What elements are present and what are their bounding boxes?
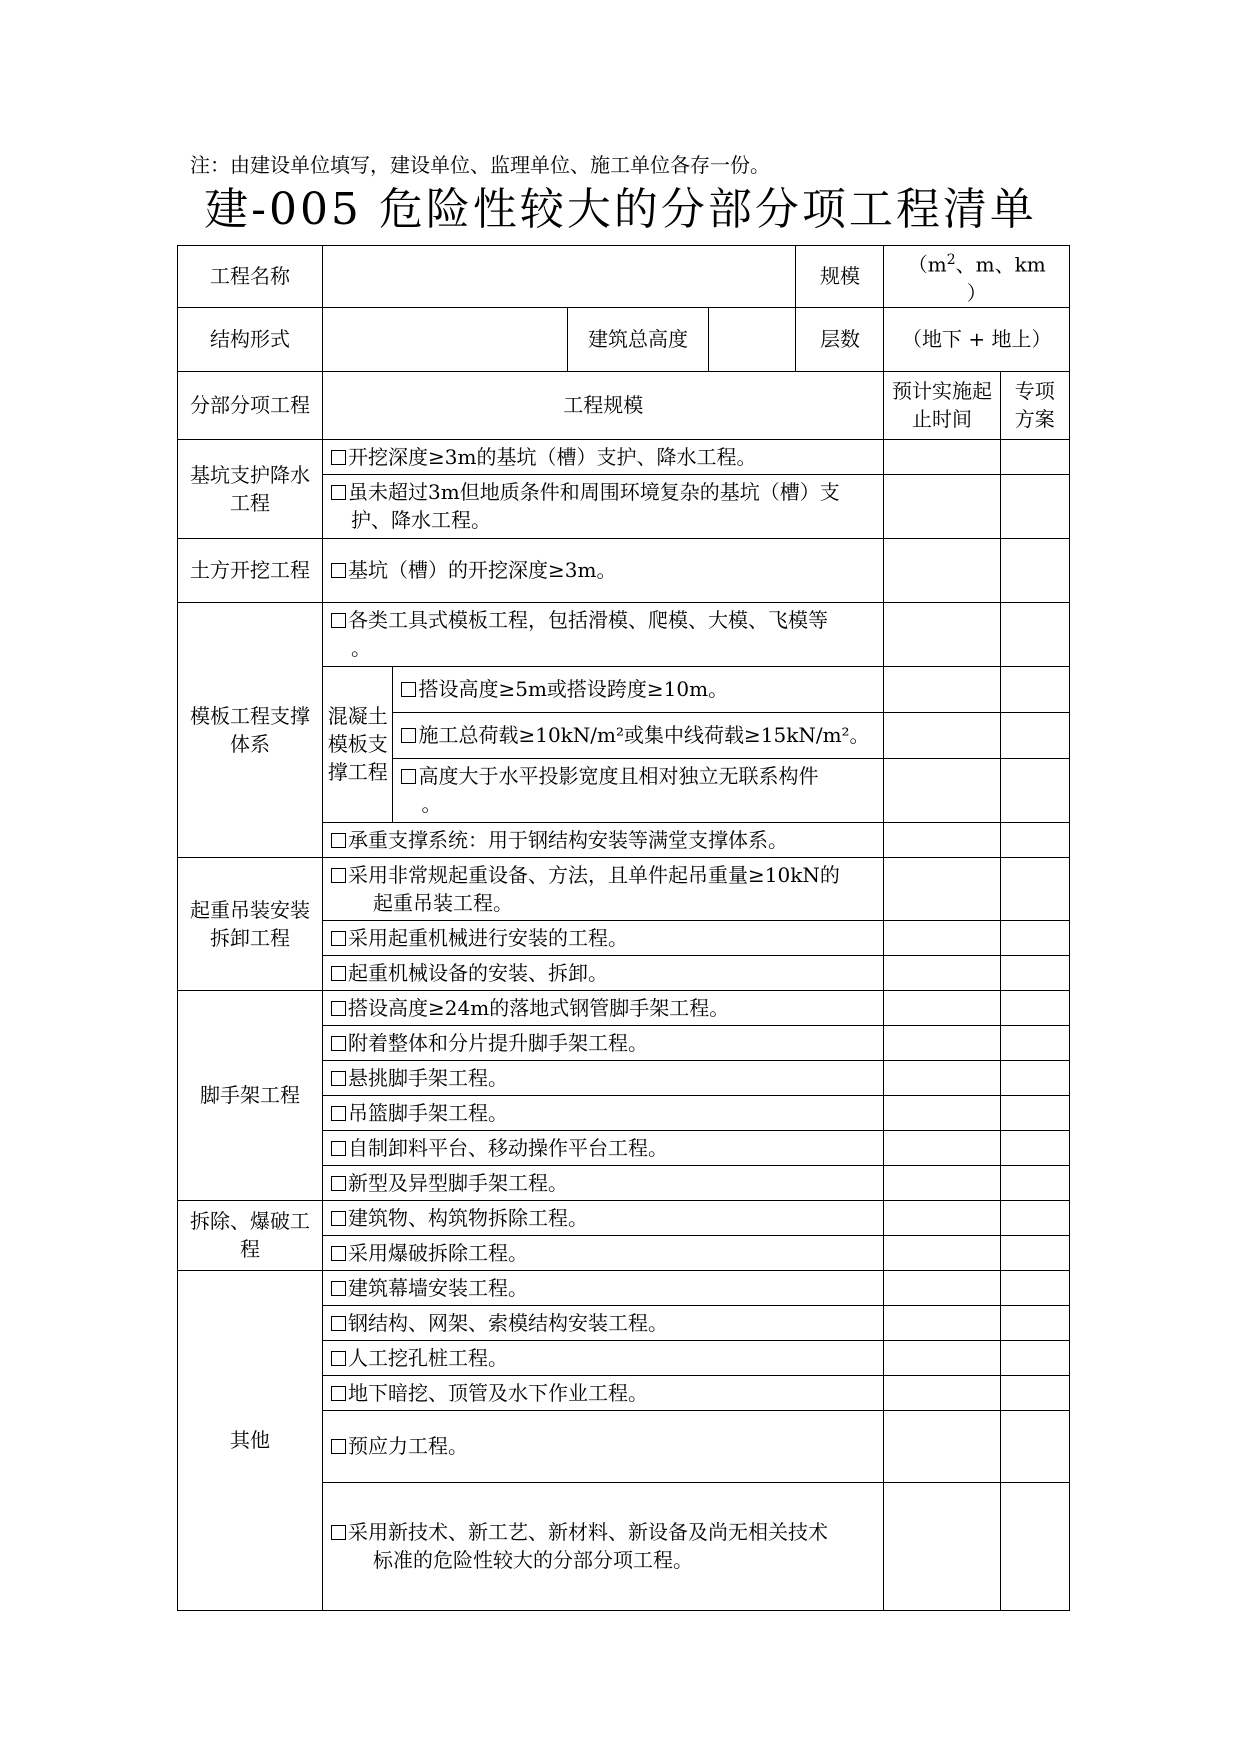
scale-unit-field[interactable]	[884, 246, 1070, 308]
item-m3: 施工总荷载≥10kN/m²或集中线荷载≥15kN/m²。	[393, 712, 884, 758]
item-e1: 基坑（槽）的开挖深度≥3m。	[323, 538, 884, 602]
item-s4: 吊篮脚手架工程。	[323, 1095, 884, 1130]
checkbox-icon[interactable]	[331, 1281, 346, 1296]
checkbox-icon[interactable]	[331, 966, 346, 981]
time-cell[interactable]	[884, 1095, 1000, 1130]
col-category-header: 分部分项工程	[178, 371, 323, 439]
table-row	[178, 538, 1070, 602]
category-earthwork: 土方开挖工程	[178, 538, 323, 602]
time-cell[interactable]	[884, 1025, 1000, 1060]
time-cell[interactable]	[884, 1060, 1000, 1095]
plan-cell[interactable]	[1000, 474, 1070, 538]
plan-cell[interactable]	[1000, 1340, 1070, 1375]
checkbox-icon[interactable]	[401, 769, 416, 784]
item-s5: 自制卸料平台、移动操作平台工程。	[323, 1130, 884, 1165]
col-scale-header: 工程规模	[323, 371, 884, 439]
category-other: 其他	[178, 1270, 323, 1610]
time-cell[interactable]	[884, 1270, 1000, 1305]
plan-cell[interactable]	[1000, 1305, 1070, 1340]
time-cell[interactable]	[884, 758, 1000, 822]
item-o2: 钢结构、网架、索模结构安装工程。	[323, 1305, 884, 1340]
checkbox-icon[interactable]	[331, 1351, 346, 1366]
time-cell[interactable]	[884, 1235, 1000, 1270]
item-s3: 悬挑脚手架工程。	[323, 1060, 884, 1095]
plan-cell[interactable]	[1000, 1130, 1070, 1165]
floors-label: 层数	[796, 307, 884, 371]
checkbox-icon[interactable]	[331, 1525, 346, 1540]
plan-cell[interactable]	[1000, 822, 1070, 857]
plan-cell[interactable]	[1000, 1375, 1070, 1410]
floors-field[interactable]: （地下 + 地上）	[884, 307, 1070, 371]
item-d1: 建筑物、构筑物拆除工程。	[323, 1200, 884, 1235]
item-s1: 搭设高度≥24m的落地式钢管脚手架工程。	[323, 990, 884, 1025]
time-cell[interactable]	[884, 1340, 1000, 1375]
plan-cell[interactable]	[1000, 538, 1070, 602]
item-l3: 起重机械设备的安装、拆卸。	[323, 955, 884, 990]
time-cell[interactable]	[884, 990, 1000, 1025]
structure-row	[178, 307, 1070, 371]
checkbox-icon[interactable]	[331, 931, 346, 946]
plan-cell[interactable]	[1000, 1025, 1070, 1060]
item-s2: 附着整体和分片提升脚手架工程。	[323, 1025, 884, 1060]
project-name-row	[178, 246, 1070, 308]
checkbox-icon[interactable]	[331, 1141, 346, 1156]
plan-cell[interactable]	[1000, 712, 1070, 758]
checkbox-icon[interactable]	[331, 613, 346, 628]
time-cell[interactable]	[884, 857, 1000, 920]
item-o3: 人工挖孔桩工程。	[323, 1340, 884, 1375]
plan-cell[interactable]	[1000, 1410, 1070, 1482]
height-field[interactable]	[709, 307, 796, 371]
time-cell[interactable]	[884, 1130, 1000, 1165]
time-cell[interactable]	[884, 439, 1000, 474]
checkbox-icon[interactable]	[401, 682, 416, 697]
column-header-row	[178, 371, 1070, 439]
time-cell[interactable]	[884, 1410, 1000, 1482]
checkbox-icon[interactable]	[331, 1386, 346, 1401]
time-cell[interactable]	[884, 955, 1000, 990]
plan-cell[interactable]	[1000, 1270, 1070, 1305]
time-cell[interactable]	[884, 1375, 1000, 1410]
category-scaffold: 脚手架工程	[178, 990, 323, 1200]
item-m1: 各类工具式模板工程，包括滑模、爬模、大模、飞模等 。	[323, 602, 884, 666]
col-plan-header: 专项方案	[1000, 371, 1070, 439]
plan-cell[interactable]	[1000, 1235, 1070, 1270]
category-formwork-sub: 混凝土模板支撑工程	[323, 666, 393, 822]
item-d2: 采用爆破拆除工程。	[323, 1235, 884, 1270]
item-o4: 地下暗挖、顶管及水下作业工程。	[323, 1375, 884, 1410]
plan-cell[interactable]	[1000, 1165, 1070, 1200]
item-m2: 搭设高度≥5m或搭设跨度≥10m。	[393, 666, 884, 712]
checkbox-icon[interactable]	[331, 450, 346, 465]
height-label: 建筑总高度	[567, 307, 709, 371]
checkbox-icon[interactable]	[331, 868, 346, 883]
time-cell[interactable]	[884, 1200, 1000, 1235]
checkbox-icon[interactable]	[331, 1106, 346, 1121]
time-cell[interactable]	[884, 1165, 1000, 1200]
checkbox-icon[interactable]	[331, 1036, 346, 1051]
table-row	[178, 439, 1070, 474]
item-o5: 预应力工程。	[323, 1410, 884, 1482]
category-demolition: 拆除、爆破工程	[178, 1200, 323, 1270]
table-row	[178, 990, 1070, 1025]
structure-field[interactable]	[323, 307, 567, 371]
time-cell[interactable]	[884, 666, 1000, 712]
time-cell[interactable]	[884, 1305, 1000, 1340]
time-cell[interactable]	[884, 1482, 1000, 1610]
time-cell[interactable]	[884, 474, 1000, 538]
checkbox-icon[interactable]	[331, 1316, 346, 1331]
checkbox-icon[interactable]	[331, 1439, 346, 1454]
item-f2: 虽未超过3m但地质条件和周围环境复杂的基坑（槽）支 护、降水工程。	[323, 474, 884, 538]
category-lifting: 起重吊装安装拆卸工程	[178, 857, 323, 990]
checkbox-icon[interactable]	[331, 563, 346, 578]
scale-unit-text-b: 、m、km	[955, 252, 1046, 277]
checkbox-icon[interactable]	[331, 1176, 346, 1191]
item-s6: 新型及异型脚手架工程。	[323, 1165, 884, 1200]
checkbox-icon[interactable]	[331, 1211, 346, 1226]
plan-cell[interactable]	[1000, 857, 1070, 920]
plan-cell[interactable]	[1000, 602, 1070, 666]
item-m4: 高度大于水平投影宽度且相对独立无联系构件 。	[393, 758, 884, 822]
checkbox-icon[interactable]	[331, 1246, 346, 1261]
plan-cell[interactable]	[1000, 920, 1070, 955]
checkbox-icon[interactable]	[331, 1001, 346, 1016]
plan-cell[interactable]	[1000, 1482, 1070, 1610]
scale-unit-text-c: ）	[966, 280, 987, 305]
category-formwork: 模板工程支撑体系	[178, 602, 323, 857]
item-o1: 建筑幕墙安装工程。	[323, 1270, 884, 1305]
item-f1: 开挖深度≥3m的基坑（槽）支护、降水工程。	[323, 439, 884, 474]
hazard-list-table	[177, 245, 1070, 1611]
item-o6: 采用新技术、新工艺、新材料、新设备及尚无相关技术 标准的危险性较大的分部分项工程。	[323, 1482, 884, 1610]
table-row	[178, 602, 1070, 666]
form-note: 注：由建设单位填写，建设单位、监理单位、施工单位各存一份。	[190, 153, 770, 177]
page-title: 建-005 危险性较大的分部分项工程清单	[204, 184, 1037, 235]
structure-label: 结构形式	[178, 307, 323, 371]
time-cell[interactable]	[884, 538, 1000, 602]
checkbox-icon[interactable]	[331, 1071, 346, 1086]
item-m5: 承重支撑系统：用于钢结构安装等满堂支撑体系。	[323, 822, 884, 857]
category-foundation: 基坑支护降水工程	[178, 439, 323, 538]
item-l2: 采用起重机械进行安装的工程。	[323, 920, 884, 955]
checkbox-icon[interactable]	[401, 728, 416, 743]
col-time-header: 预计实施起止时间	[884, 371, 1000, 439]
scale-unit-sup: 2	[946, 252, 956, 268]
plan-cell[interactable]	[1000, 439, 1070, 474]
time-cell[interactable]	[884, 920, 1000, 955]
project-name-field[interactable]	[323, 246, 796, 308]
table-row	[178, 1270, 1070, 1305]
table-row	[178, 857, 1070, 920]
plan-cell[interactable]	[1000, 1095, 1070, 1130]
table-row	[178, 1200, 1070, 1235]
plan-cell[interactable]	[1000, 666, 1070, 712]
plan-cell[interactable]	[1000, 1200, 1070, 1235]
checkbox-icon[interactable]	[331, 485, 346, 500]
checkbox-icon[interactable]	[331, 833, 346, 848]
plan-cell[interactable]	[1000, 990, 1070, 1025]
item-l1: 采用非常规起重设备、方法，且单件起吊重量≥10kN的 起重吊装工程。	[323, 857, 884, 920]
scale-label: 规模	[796, 246, 884, 308]
plan-cell[interactable]	[1000, 758, 1070, 822]
plan-cell[interactable]	[1000, 1060, 1070, 1095]
scale-unit-text-a: （m	[907, 252, 947, 277]
project-name-label: 工程名称	[178, 246, 323, 308]
time-cell[interactable]	[884, 822, 1000, 857]
time-cell[interactable]	[884, 712, 1000, 758]
time-cell[interactable]	[884, 602, 1000, 666]
plan-cell[interactable]	[1000, 955, 1070, 990]
